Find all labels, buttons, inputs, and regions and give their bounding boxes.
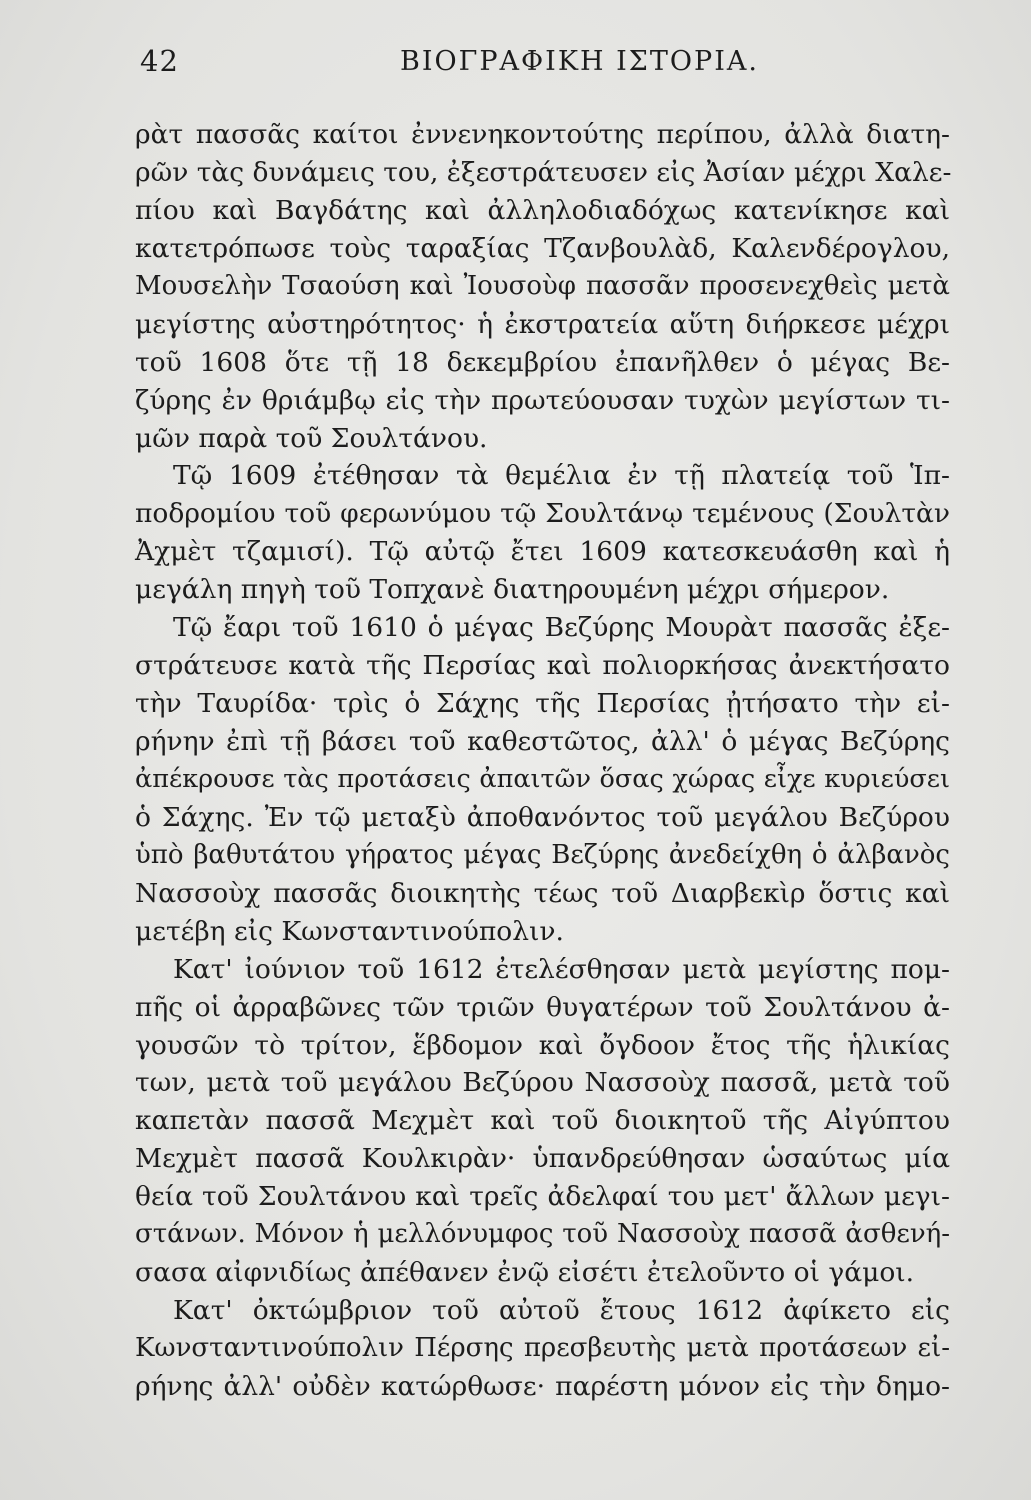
text-line: γουσῶν τὸ τρίτον, ἕβδομον καὶ ὄγδοον ἔτος τῆς ἡλικίας <box>135 1029 950 1061</box>
text-line: θεία τοῦ Σουλτάνου καὶ τρεῖς ἀδελφαί του μετ' ἄλλων μεγι- <box>135 1181 950 1213</box>
text-line: μῶν παρὰ τοῦ Σουλτάνου. <box>135 422 488 454</box>
text-line: ποδρομίου τοῦ φερωνύμου τῷ Σουλτάνῳ τεμένους (Σουλτὰν <box>135 498 950 530</box>
running-title: ΒΙΟΓΡΑΦΙΚΗ ΙΣΤΟΡΙΑ. <box>400 46 759 77</box>
text-line: Μεχμὲτ πασσᾶ Κουλκιρὰν· ὑπανδρεύθησαν ὡσαύτως μία <box>135 1143 950 1175</box>
running-head <box>140 44 950 84</box>
text-line: στάνων. Μόνον ἡ μελλόνυμφος τοῦ Νασσοὺχ πασσᾶ ἀσθενή- <box>135 1219 950 1250</box>
text-line: ρήνην ἐπὶ τῇ βάσει τοῦ καθεστῶτος, ἀλλ' ὁ μέγας Βεζύρης <box>135 726 950 757</box>
text-line: τοῦ 1608 ὅτε τῇ 18 δεκεμβρίου ἐπανῆλθεν ὁ μέγας Βε- <box>135 346 950 378</box>
paragraph-start-line: Κατ' ἰούνιον τοῦ 1612 ἐτελέσθησαν μετὰ μεγίστης πομ- <box>173 953 950 985</box>
paragraph-start-line: Τῷ ἔαρι τοῦ 1610 ὁ μέγας Βεζύρης Μουρὰτ πασσᾶς ἐξε- <box>173 612 950 644</box>
paragraph-start-line: Τῷ 1609 ἐτέθησαν τὰ θεμέλια ἐν τῇ πλατείᾳ τοῦ Ἱπ- <box>173 460 950 492</box>
text-line: μεγίστης αὐστηρότητος· ἡ ἐκστρατεία αὕτη διήρκεσε μέχρι <box>135 308 950 340</box>
text-line: Ἀχμὲτ τζαμισί). Τῷ αὐτῷ ἔτει 1609 κατεσκευάσθη καὶ ἡ <box>135 536 950 568</box>
text-line: μεγάλη πηγὴ τοῦ Τοπχανὲ διατηρουμένη μέχρι σήμερον. <box>135 574 890 606</box>
text-line: τὴν Ταυρίδα· τρὶς ὁ Σάχης τῆς Περσίας ᾐτήσατο τὴν εἰ- <box>135 688 950 720</box>
text-line: των, μετὰ τοῦ μεγάλου Βεζύρου Νασσοὺχ πασσᾶ, μετὰ τοῦ <box>135 1067 950 1099</box>
text-line: ρῶν τὰς δυνάμεις του, ἐξεστράτευσεν εἰς Ἀσίαν μέχρι Χαλε- <box>135 156 952 188</box>
text-line: ρὰτ πασσᾶς καίτοι ἐννενηκοντούτης περίπου, ἀλλὰ διατη- <box>135 119 950 150</box>
text-line: ὁ Σάχης. Ἐν τῷ μεταξὺ ἀποθανόντος τοῦ μεγάλου Βεζύρου <box>135 801 950 833</box>
text-line: ρήνης ἀλλ' οὐδὲν κατώρθωσε· παρέστη μόνον εἰς τὴν δημο- <box>135 1370 950 1402</box>
body-text <box>135 116 950 1406</box>
text-line: Νασσοὺχ πασσᾶς διοικητὴς τέως τοῦ Διαρβεκὶρ ὅστις καὶ <box>135 877 950 909</box>
text-line: ζύρης ἐν θριάμβῳ εἰς τὴν πρωτεύουσαν τυχὼν μεγίστων τι- <box>135 384 950 416</box>
text-line: ὑπὸ βαθυτάτου γήρατος μέγας Βεζύρης ἀνεδείχθη ὁ ἀλβανὸς <box>135 839 950 870</box>
text-line: πίου καὶ Βαγδάτης καὶ ἀλληλοδιαδόχως κατενίκησε καὶ <box>135 194 950 226</box>
text-line: σασα αἰφνιδίως ἀπέθανεν ἐνῷ εἰσέτι ἐτελοῦντο οἱ γάμοι. <box>135 1257 915 1289</box>
text-line: μετέβη εἰς Κωνσταντινούπολιν. <box>135 915 564 947</box>
text-line: πῆς οἱ ἀρραβῶνες τῶν τριῶν θυγατέρων τοῦ Σουλτάνου ἀ- <box>135 991 950 1023</box>
text-line: Μουσελὴν Τσαούση καὶ Ἰουσοὺφ πασσᾶν προσενεχθεὶς μετὰ <box>135 270 950 301</box>
text-line: κατετρόπωσε τοὺς ταραξίας Τζανβουλὰδ, Καλενδέρογλου, <box>135 232 950 264</box>
text-line: Κωνσταντινούπολιν Πέρσης πρεσβευτὴς μετὰ προτάσεων εἰ- <box>135 1333 950 1363</box>
page-number: 42 <box>140 44 179 78</box>
text-line: καπετὰν πασσᾶ Μεχμὲτ καὶ τοῦ διοικητοῦ τῆς Αἰγύπτου <box>135 1105 950 1137</box>
text-line: ἀπέκρουσε τὰς προτάσεις ἀπαιτῶν ὅσας χώρας εἶχε κυριεύσει <box>135 763 950 794</box>
paragraph-start-line: Κατ' ὀκτώμβριον τοῦ αὐτοῦ ἔτους 1612 ἀφίκετο εἰς <box>173 1295 950 1327</box>
text-line: στράτευσε κατὰ τῆς Περσίας καὶ πολιορκήσας ἀνεκτήσατο <box>135 650 950 682</box>
